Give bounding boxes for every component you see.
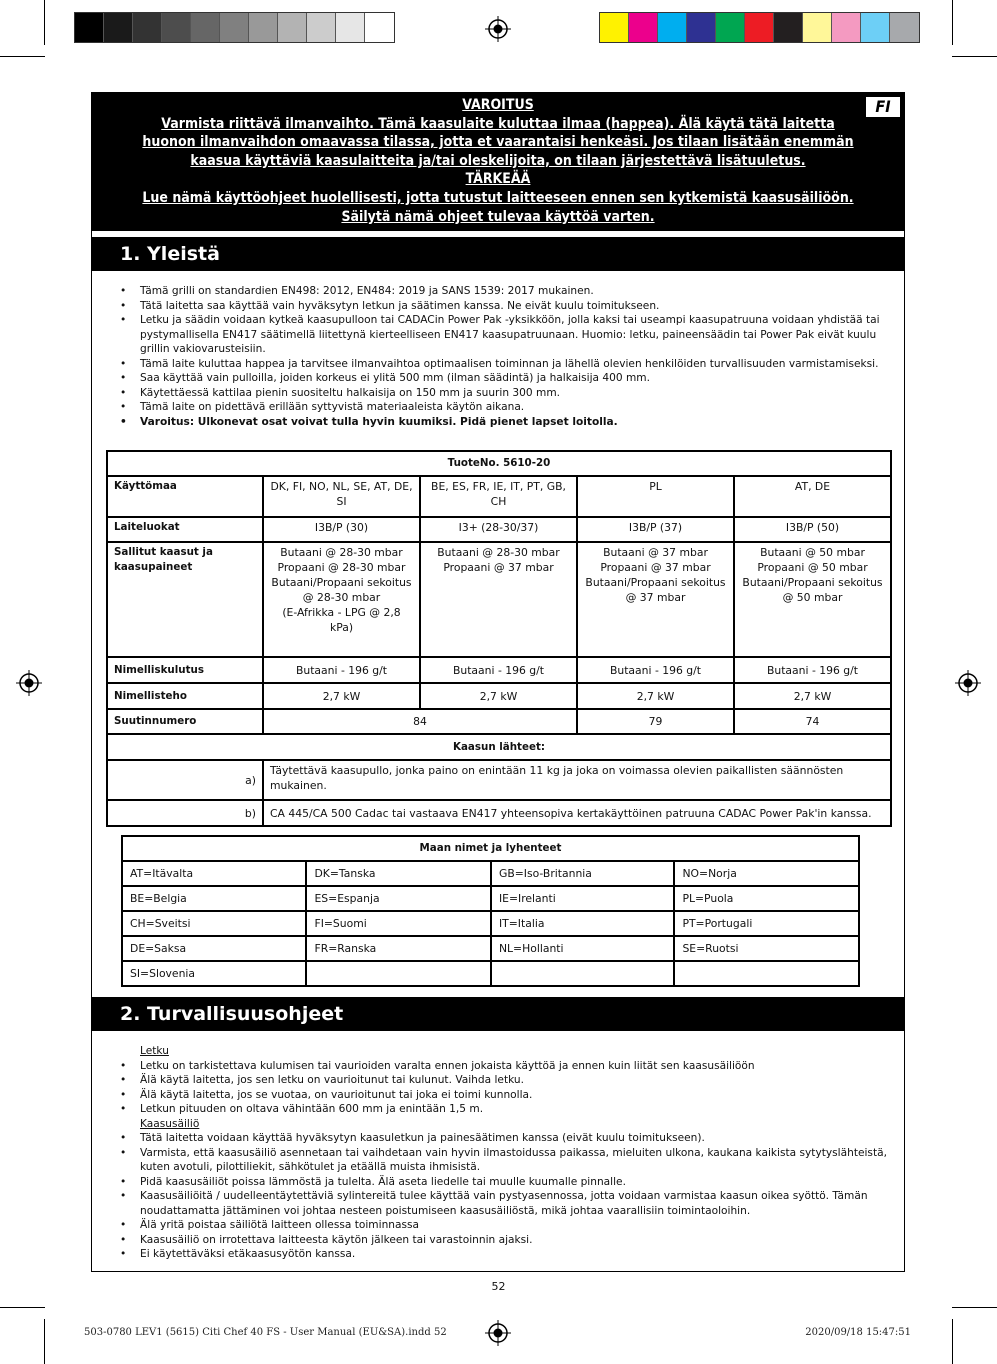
registration-mark-icon bbox=[955, 670, 981, 696]
color-swatch bbox=[687, 13, 716, 42]
list-item: • Pidä kaasusäiliöt poissa lämmöstä ja tulelta. Älä aseta liedelle tai muulle kuumalle pinnalle. bbox=[118, 1175, 893, 1190]
table-cell: NO=Norja bbox=[674, 861, 859, 886]
source-text: Täytettävä kaasupullo, jonka paino on enintään 11 kg ja joka on voimassa olevien paikallisten säännösten mukainen. bbox=[263, 760, 891, 800]
table-cell: 2,7 kW bbox=[420, 683, 577, 709]
general-bullet-list bbox=[118, 284, 893, 429]
table-cell: Butaani - 196 g/t bbox=[263, 657, 420, 683]
list-item: • Tämä grilli on standardien EN498: 2012, EN484: 2019 ja SANS 1539: 2017 mukainen. bbox=[118, 284, 893, 299]
language-badge: FI bbox=[865, 96, 901, 118]
table-cell: AT, DE bbox=[734, 476, 891, 517]
table-cell: Butaani @ 50 mbar Propaani @ 50 mbar Butaani/Propaani sekoitus @ 50 mbar bbox=[734, 542, 891, 657]
row-label: Sallitut kaasut ja kaasupaineet bbox=[107, 542, 263, 657]
color-swatch bbox=[861, 13, 890, 42]
crop-mark bbox=[952, 1307, 997, 1308]
color-swatch bbox=[774, 13, 803, 42]
color-swatch bbox=[716, 13, 745, 42]
gas-sources-title: Kaasun lähteet: bbox=[107, 734, 891, 760]
table-cell: I3B/P (37) bbox=[577, 517, 734, 542]
safety-bullet-list bbox=[118, 1044, 893, 1262]
table-cell: Butaani - 196 g/t bbox=[577, 657, 734, 683]
table-cell: PL=Puola bbox=[674, 886, 859, 911]
list-item: • Älä yritä poistaa säiliötä laitteen ollessa toiminnassa bbox=[118, 1218, 893, 1233]
crop-mark bbox=[952, 0, 953, 45]
table-cell: 79 bbox=[577, 709, 734, 734]
table-cell bbox=[306, 961, 490, 986]
color-swatch bbox=[745, 13, 774, 42]
section-heading-general: 1. Yleistä bbox=[92, 237, 904, 271]
source-key: a) bbox=[107, 760, 263, 800]
registration-mark-icon bbox=[485, 1320, 511, 1346]
color-swatch bbox=[162, 13, 191, 42]
subsection-heading: Letku bbox=[140, 1045, 169, 1057]
important-line: Säilytä nämä ohjeet tulevaa käyttöä varten. bbox=[341, 208, 655, 225]
table-cell bbox=[491, 961, 674, 986]
product-number: TuoteNo. 5610-20 bbox=[107, 451, 891, 476]
subsection-heading: Kaasusäiliö bbox=[140, 1117, 200, 1130]
section-heading-safety: 2. Turvallisuusohjeet bbox=[92, 997, 904, 1031]
list-item: • Älä käytä laitetta, jos sen letku on vaurioitunut tai kulunut. Vaihda letku. bbox=[118, 1073, 893, 1088]
crop-mark bbox=[0, 1307, 45, 1308]
process-color-bar bbox=[599, 12, 920, 43]
color-swatch bbox=[803, 13, 832, 42]
table-cell: I3B/P (30) bbox=[263, 517, 420, 542]
table-cell: 2,7 kW bbox=[734, 683, 891, 709]
table-cell: DK=Tanska bbox=[306, 861, 490, 886]
row-label: Suutinnumero bbox=[107, 709, 263, 734]
list-item: • Ei käytettäväksi etäkaasusyötön kanssa. bbox=[118, 1247, 893, 1262]
table-cell: BE=Belgia bbox=[122, 886, 306, 911]
color-swatch bbox=[191, 13, 220, 42]
important-title: TÄRKEÄÄ bbox=[465, 171, 531, 188]
color-swatch bbox=[890, 13, 919, 42]
warning-title: VAROITUS bbox=[462, 97, 534, 113]
list-item: • Tätä laitetta voidaan käyttää hyväksytyn kaasuletkun ja painesäätimen kanssa (eivät kuulu toimitukseen). bbox=[118, 1131, 893, 1146]
row-label: Nimellisteho bbox=[107, 683, 263, 709]
row-label: Käyttömaa bbox=[107, 476, 263, 517]
color-swatch bbox=[336, 13, 365, 42]
table-cell bbox=[674, 961, 859, 986]
color-swatch bbox=[832, 13, 861, 42]
table-cell: Butaani @ 28-30 mbar Propaani @ 28-30 mbar Butaani/Propaani sekoitus @ 28-30 mbar (E-Afrikka - LPG @ 2,8 kPa) bbox=[263, 542, 420, 657]
table-row bbox=[122, 936, 859, 961]
color-swatch bbox=[75, 13, 104, 42]
list-item: • Saa käyttää vain pulloilla, joiden korkeus ei ylitä 500 mm (ilman säädintä) ja halkaisija 400 mm. bbox=[118, 371, 893, 386]
source-text: CA 445/CA 500 Cadac tai vastaava EN417 yhteensopiva kertakäyttöinen patruuna CADAC Power Pak'in kanssa. bbox=[263, 800, 891, 826]
list-item: • Varmista, että kaasusäiliö asennetaan tai vaihdetaan vain hyvin ilmastoidussa paikassa, mieluiten ulkona, kaukana kaikista sytytyslähteistä, kuten avotuli, pilottiliekit, sähkötulet ja etäällä muista ihmisistä. bbox=[118, 1146, 893, 1175]
color-swatch bbox=[600, 13, 629, 42]
table-cell: NL=Hollanti bbox=[491, 936, 674, 961]
list-item: • Tätä laitetta saa käyttää vain hyväksytyn letkun ja säätimen kanssa. Ne eivät kuulu toimitukseen. bbox=[118, 299, 893, 314]
list-item: • Letkun pituuden on oltava vähintään 600 mm ja enintään 1,5 m. bbox=[118, 1102, 893, 1117]
table-cell: SI=Slovenia bbox=[122, 961, 306, 986]
table-cell: AT=Itävalta bbox=[122, 861, 306, 886]
table-cell: DK, FI, NO, NL, SE, AT, DE, SI bbox=[263, 476, 420, 517]
important-line: Lue nämä käyttöohjeet huolellisesti, jotta tutustut laitteeseen ennen sen kytkemistä kaasusäiliöön. bbox=[142, 189, 854, 206]
table-cell: 2,7 kW bbox=[577, 683, 734, 709]
color-swatch bbox=[278, 13, 307, 42]
crop-mark bbox=[44, 1319, 45, 1364]
table-cell: I3B/P (50) bbox=[734, 517, 891, 542]
table-cell: BE, ES, FR, IE, IT, PT, GB, CH bbox=[420, 476, 577, 517]
color-swatch bbox=[104, 13, 133, 42]
table-row bbox=[122, 961, 859, 986]
table-cell: Butaani @ 28-30 mbar Propaani @ 37 mbar bbox=[420, 542, 577, 657]
table-cell: SE=Ruotsi bbox=[674, 936, 859, 961]
warning-line: kaasua käyttäviä kaasulaitteita ja/tai oleskelijoita, on tilaan järjestettävä lisätuuletus. bbox=[190, 152, 806, 169]
list-item: • Kaasusäiliöitä / uudelleentäytettäviä sylintereitä tulee käyttää vain pystyasennossa, jotta voidaan varmistaa kaasun oikea syöttö. Tämän noudattamatta jättäminen voi johtaa nesteen poistumiseen kaasusäiliöstä, mikä johtaa vaarallisiin toimintaoloihin. bbox=[118, 1189, 893, 1218]
color-swatch bbox=[658, 13, 687, 42]
list-item: • Käytettäessä kattilaa pienin suositeltu halkaisija on 150 mm ja suurin 300 mm. bbox=[118, 386, 893, 401]
page-number: 52 bbox=[491, 1280, 506, 1293]
table-row bbox=[122, 911, 859, 936]
table-cell: IT=Italia bbox=[491, 911, 674, 936]
list-item: • Kaasusäiliö on irrotettava laitteesta käytön jälkeen tai varastoinnin ajaksi. bbox=[118, 1233, 893, 1248]
table-cell: FI=Suomi bbox=[306, 911, 490, 936]
footer-file-name: 503-0780 LEV1 (5615) Citi Chef 40 FS - User Manual (EU&SA).indd 52 bbox=[84, 1327, 447, 1338]
table-row bbox=[122, 886, 859, 911]
color-swatch bbox=[249, 13, 278, 42]
row-label: Laiteluokat bbox=[107, 517, 263, 542]
source-key: b) bbox=[107, 800, 263, 826]
color-swatch bbox=[629, 13, 658, 42]
warning-line: huonon ilmanvaihdon omaavassa tilassa, jotta et vaarantaisi henkeäsi. Jos tilaan lisätään enemmän bbox=[142, 134, 854, 151]
footer-timestamp: 2020/09/18 15:47:51 bbox=[805, 1327, 911, 1338]
list-item: • Letku ja säädin voidaan kytkeä kaasupulloon tai CADACin Power Pak -yksikköön, jolla kaksi tai useampi kaasupatruuna voidaan yhdistää tai pystymallisella EN417 säätimellä liitettynä kierteelliseen EN417 kaasupatruunaan. Huomio: letku, paineensäädin tai Power Pak eivät kuulu grillin vakiovarusteisiin. bbox=[118, 313, 893, 357]
color-swatch bbox=[133, 13, 162, 42]
registration-mark-icon bbox=[16, 670, 42, 696]
table-cell: CH=Sveitsi bbox=[122, 911, 306, 936]
country-table-title: Maan nimet ja lyhenteet bbox=[122, 836, 859, 861]
color-swatch bbox=[307, 13, 336, 42]
table-cell: GB=Iso-Britannia bbox=[491, 861, 674, 886]
color-swatch bbox=[220, 13, 249, 42]
list-item: • Varoitus: Ulkonevat osat voivat tulla hyvin kuumiksi. Pidä pienet lapset loitolla. bbox=[118, 415, 893, 430]
table-cell: Butaani @ 37 mbar Propaani @ 37 mbar Butaani/Propaani sekoitus @ 37 mbar bbox=[577, 542, 734, 657]
table-cell: I3+ (28-30/37) bbox=[420, 517, 577, 542]
list-item: • Tämä laite on pidettävä erillään syttyvistä materiaaleista käytön aikana. bbox=[118, 400, 893, 415]
table-cell: FR=Ranska bbox=[306, 936, 490, 961]
table-cell: 84 bbox=[263, 709, 577, 734]
table-cell: Butaani - 196 g/t bbox=[734, 657, 891, 683]
crop-mark bbox=[44, 0, 45, 45]
country-table bbox=[121, 835, 860, 987]
list-item: • Letku on tarkistettava kulumisen tai vaurioiden varalta ennen jokaista käyttöä ja ennen kuin liität sen kaasusäiliöön bbox=[118, 1059, 893, 1074]
registration-mark-icon bbox=[485, 16, 511, 42]
table-cell: ES=Espanja bbox=[306, 886, 490, 911]
spec-table bbox=[106, 450, 892, 827]
row-label: Nimelliskulutus bbox=[107, 657, 263, 683]
crop-mark bbox=[952, 56, 997, 57]
warning-line: Varmista riittävä ilmanvaihto. Tämä kaasulaite kuluttaa ilmaa (happea). Älä käytä tätä laitetta bbox=[161, 115, 835, 132]
warning-box bbox=[92, 93, 904, 231]
crop-mark bbox=[952, 1319, 953, 1364]
table-cell: DE=Saksa bbox=[122, 936, 306, 961]
color-swatch bbox=[365, 13, 394, 42]
table-cell: PL bbox=[577, 476, 734, 517]
crop-mark bbox=[0, 56, 45, 57]
table-cell: IE=Irelanti bbox=[491, 886, 674, 911]
table-cell: PT=Portugali bbox=[674, 911, 859, 936]
list-item: • Älä käytä laitetta, jos se vuotaa, on vaurioitunut tai joka ei toimi kunnolla. bbox=[118, 1088, 893, 1103]
grayscale-color-bar bbox=[74, 12, 395, 43]
table-cell: Butaani - 196 g/t bbox=[420, 657, 577, 683]
list-item: • Tämä laite kuluttaa happea ja tarvitsee ilmanvaihtoa optimaalisen toiminnan ja lähellä olevien henkilöiden turvallisuuden varmistamiseksi. bbox=[118, 357, 893, 372]
table-row bbox=[122, 861, 859, 886]
table-cell: 2,7 kW bbox=[263, 683, 420, 709]
table-cell: 74 bbox=[734, 709, 891, 734]
